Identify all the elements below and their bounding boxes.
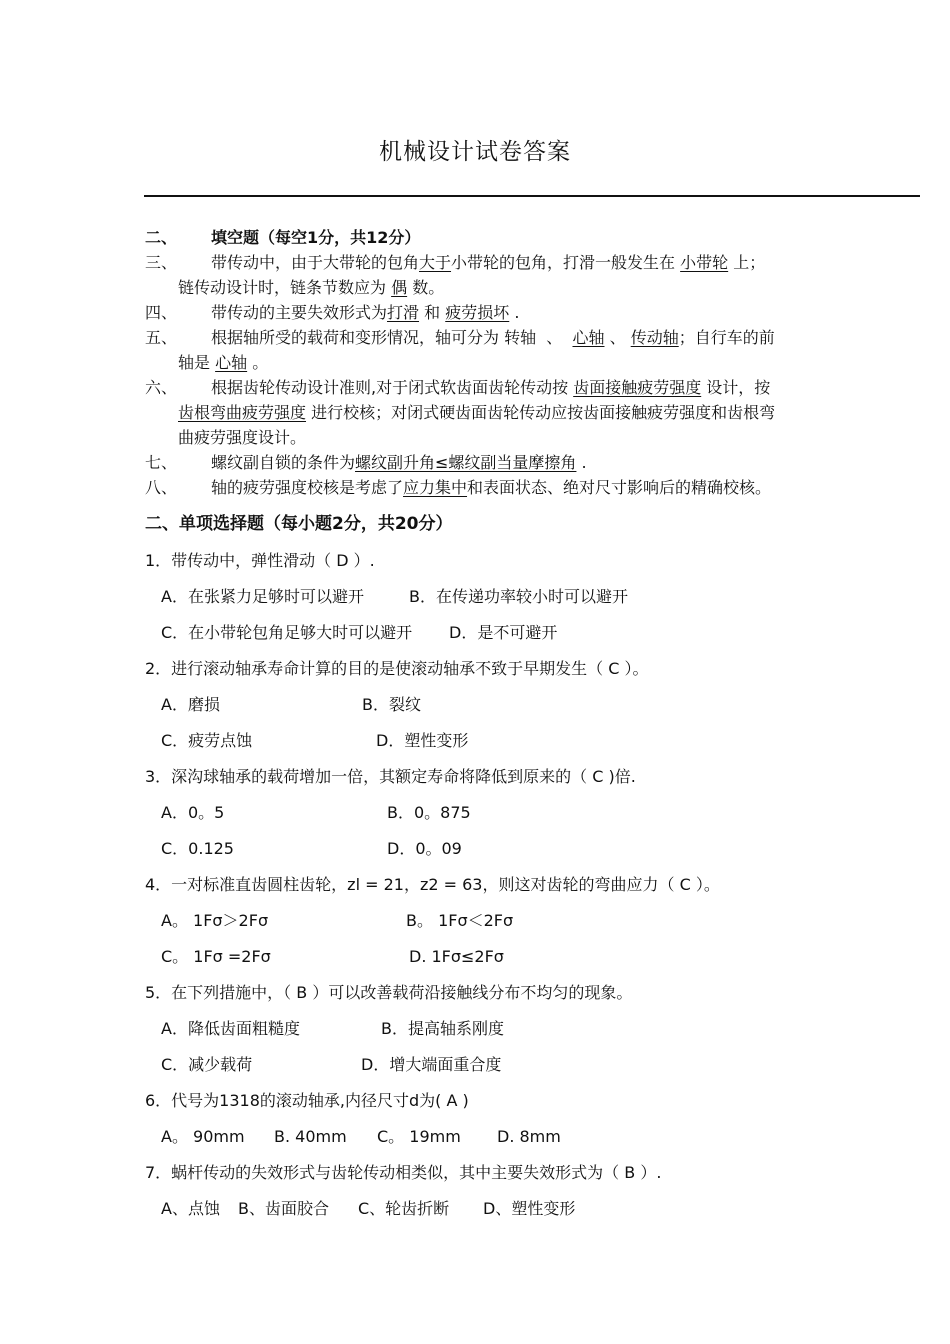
answer-blank: 心轴: [572, 328, 605, 347]
option-d: D．塑性变形: [376, 731, 469, 750]
choice-options: [161, 1198, 575, 1220]
option-c: C．疲劳点蚀: [161, 731, 253, 750]
question-text: 螺纹副自锁的条件为: [211, 453, 356, 472]
question-text: 。: [252, 353, 269, 372]
option-c: C．减少载荷: [161, 1055, 253, 1074]
option-a: A．0。5: [161, 803, 225, 822]
option-c: C、轮齿折断: [358, 1199, 450, 1218]
choice-options: [161, 694, 421, 716]
question-text: 、: [609, 328, 626, 347]
choice-question-3: 3．深沟球轴承的载荷增加一倍，其额定寿命将降低到原来的（ C )倍.: [145, 767, 636, 786]
section-number: 二、: [145, 228, 178, 247]
choice-question-6: 6．代号为1318的滚动轴承,内径尺寸d为( A ): [145, 1091, 469, 1110]
option-d: D．是不可避开: [449, 623, 558, 642]
question-text: 根据轴所受的载荷和变形情况，轴可分为: [211, 328, 500, 347]
question-text: 曲疲劳强度设计。: [178, 428, 307, 447]
option-c: C．在小带轮包角足够大时可以避开: [161, 623, 413, 642]
choice-options: [161, 910, 513, 932]
page-title: 机械设计试卷答案: [379, 139, 571, 165]
fill-question-6: [145, 377, 770, 399]
question-number: 三、: [145, 253, 178, 272]
question-text: 根据齿轮传动设计准则,对于闭式软齿面齿轮传动按: [211, 378, 569, 397]
choice-question-7: 7．蜗杆传动的失效形式与齿轮传动相类似，其中主要失效形式为（ B ）.: [145, 1163, 662, 1182]
choice-section-heading: 二、单项选择题（每小题2分，共20分）: [145, 514, 453, 534]
option-c: C．0.125: [161, 839, 234, 858]
fill-question-7: [145, 452, 587, 474]
choice-options: [161, 622, 557, 644]
option-d: D．增大端面重合度: [361, 1055, 502, 1074]
option-b: B. 40mm: [274, 1127, 347, 1146]
fill-question-8: [145, 477, 771, 499]
fill-question-3-continued: [178, 277, 444, 299]
option-d: D. 8mm: [497, 1127, 561, 1146]
option-b: B。 1Fσ＜2Fσ: [406, 911, 514, 930]
option-b: B．在传递功率较小时可以避开: [409, 587, 628, 606]
answer-blank: 小带轮: [680, 253, 729, 272]
question-text: 上；: [733, 253, 766, 272]
answer-blank: 应力集中: [403, 478, 468, 497]
question-text: 进行校核；对闭式硬齿面齿轮传动应按齿面接触疲劳强度和齿根弯: [311, 403, 776, 422]
choice-options: [161, 838, 462, 860]
question-text: 设计，按: [706, 378, 771, 397]
choice-options: [161, 946, 504, 968]
question-text: 带传动中，由于大带轮的包角: [211, 253, 420, 272]
question-text: 带传动的主要失效形式为: [211, 303, 388, 322]
choice-question-1: 1．带传动中，弹性滑动（ D ）.: [145, 551, 375, 570]
question-text: 链传动设计时，链条节数应为: [178, 278, 387, 297]
question-text: 和: [424, 303, 441, 322]
choice-question-4: 4．一对标准直齿圆柱齿轮，zl = 21，z2 = 63，则这对齿轮的弯曲应力（ C ）。: [145, 875, 720, 894]
option-b: B、齿面胶合: [238, 1199, 329, 1218]
fill-question-6-continued: [178, 402, 775, 424]
choice-options: [161, 1054, 501, 1076]
question-text: 轴的疲劳强度校核是考虑了: [211, 478, 404, 497]
option-b: B．裂纹: [362, 695, 421, 714]
question-number: 四、: [145, 303, 178, 322]
choice-options: [161, 1126, 561, 1148]
section-title: 填空题（每空1分，共12分）: [211, 228, 421, 247]
fill-question-4: [145, 302, 519, 324]
option-d: D．0。09: [387, 839, 462, 858]
answer-blank: 疲劳损坏: [445, 303, 510, 322]
option-a: A。 1Fσ＞2Fσ: [161, 911, 269, 930]
fill-question-5-continued: [178, 352, 268, 374]
fill-question-5: [145, 327, 775, 349]
question-text: .: [581, 453, 587, 472]
answer-blank: 齿根弯曲疲劳强度: [178, 403, 307, 422]
fill-section-heading: [145, 227, 420, 249]
fill-question-3: [145, 252, 765, 274]
option-d: D、塑性变形: [483, 1199, 576, 1218]
option-b: B．提高轴系刚度: [381, 1019, 504, 1038]
option-b: B．0。875: [387, 803, 471, 822]
choice-options: [161, 730, 468, 752]
option-c: C。 1Fσ =2Fσ: [161, 947, 271, 966]
question-text: 、: [546, 328, 563, 347]
question-number: 七、: [145, 453, 178, 472]
question-number: 六、: [145, 378, 178, 397]
option-a: A．在张紧力足够时可以避开: [161, 587, 364, 606]
choice-options: [161, 802, 471, 824]
answer-blank: 传动轴: [630, 328, 679, 347]
answer-blank: 螺纹副升角≤螺纹副当量摩擦角: [355, 453, 577, 472]
answer-blank: 齿面接触疲劳强度: [573, 378, 702, 397]
question-text: .: [514, 303, 520, 322]
question-number: 八、: [145, 478, 178, 497]
question-text: 和表面状态、绝对尺寸影响后的精确校核。: [467, 478, 772, 497]
question-number: 五、: [145, 328, 178, 347]
choice-options: [161, 1018, 504, 1040]
answer-blank: 打滑: [387, 303, 420, 322]
question-text: 数。: [412, 278, 445, 297]
answer-text: 转轴: [504, 328, 537, 347]
option-d: D. 1Fσ≤2Fσ: [409, 947, 504, 966]
answer-blank: 心轴: [215, 353, 248, 372]
choice-question-2: 2．进行滚动轴承寿命计算的目的是使滚动轴承不致于早期发生（ C ）。: [145, 659, 649, 678]
question-text: 轴是: [178, 353, 211, 372]
title-divider: [144, 195, 920, 197]
question-text: 小带轮的包角，打滑一般发生在: [451, 253, 676, 272]
choice-question-5: 5．在下列措施中，（ B ）可以改善载荷沿接触线分布不均匀的现象。: [145, 983, 633, 1002]
answer-blank: 偶: [391, 278, 408, 297]
option-c: C。 19mm: [377, 1127, 461, 1146]
option-a: A、点蚀: [161, 1199, 220, 1218]
question-text: ；自行车的前: [678, 328, 775, 347]
option-a: A．降低齿面粗糙度: [161, 1019, 300, 1038]
option-a: A。 90mm: [161, 1127, 245, 1146]
option-a: A．磨损: [161, 695, 220, 714]
choice-options: [161, 586, 628, 608]
fill-question-6-continued-2: [178, 427, 306, 449]
answer-blank: 大于: [419, 253, 452, 272]
